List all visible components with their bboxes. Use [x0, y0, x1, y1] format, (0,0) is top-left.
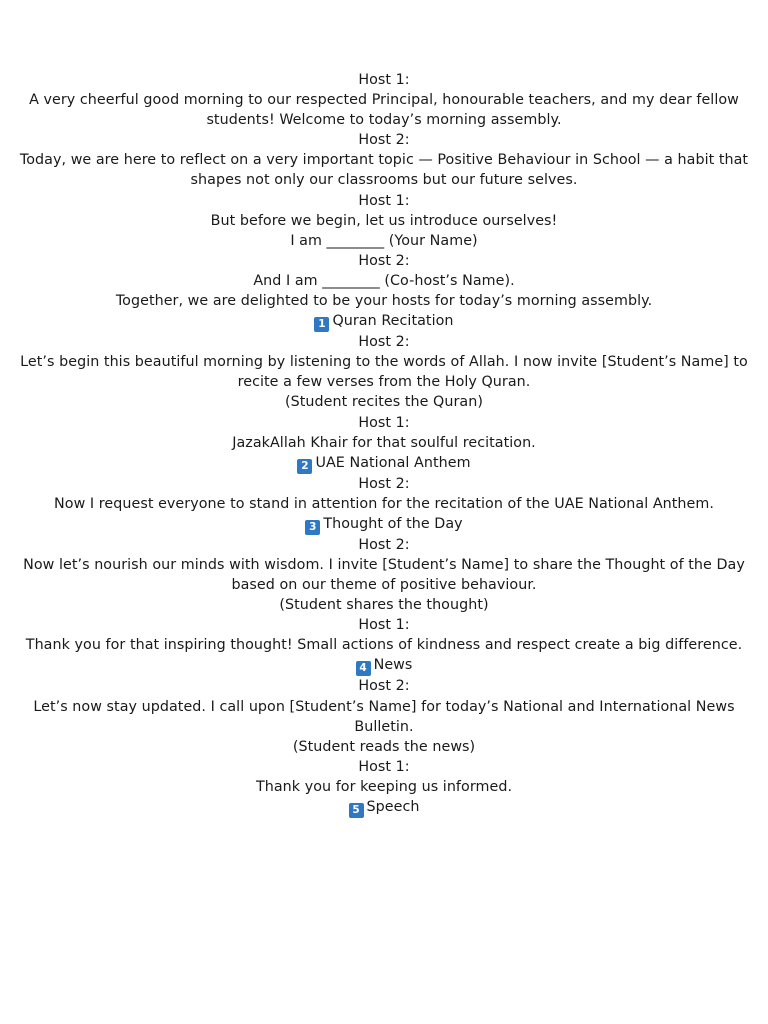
number-badge-icon: 1	[314, 317, 329, 332]
section-heading	[10, 311, 758, 332]
speaker-label: Host 2:	[358, 475, 410, 492]
section-title: UAE National Anthem	[315, 454, 471, 471]
speaker-label: Host 1:	[358, 758, 410, 775]
dialogue-line: I am ________ (Your Name)	[290, 232, 478, 249]
dialogue-line: Thank you for keeping us informed.	[255, 778, 513, 795]
section-title: News	[373, 657, 413, 674]
speaker-label: Host 1:	[358, 72, 410, 88]
dialogue-line: Let’s now stay updated. I call upon [Student’s Name] for today’s National and International News Bulletin.	[33, 698, 735, 735]
speaker-label: Host 2:	[358, 334, 410, 351]
number-badge-icon: 2	[297, 459, 312, 474]
dialogue-line: Thank you for that inspiring thought! Small actions of kindness and respect create a big difference.	[25, 637, 743, 654]
dialogue-line: But before we begin, let us introduce ourselves!	[210, 212, 558, 229]
speaker-label: Host 1:	[358, 617, 410, 634]
speaker-label: Host 2:	[358, 536, 410, 553]
assembly-script	[10, 70, 758, 818]
section-title: Thought of the Day	[323, 515, 463, 532]
section-title: Speech	[366, 799, 420, 815]
speaker-label: Host 2:	[358, 678, 410, 695]
dialogue-line: (Student reads the news)	[292, 738, 476, 755]
dialogue-line: (Student recites the Quran)	[285, 394, 483, 411]
speaker-label: Host 1:	[358, 192, 410, 209]
dialogue-line: Now let’s nourish our minds with wisdom. I invite [Student’s Name] to share the Thought of the Day based on our theme of positive behaviour.	[23, 556, 745, 594]
dialogue-line: Now I request everyone to stand in attention for the recitation of the UAE National Anthem.	[54, 495, 714, 512]
section-heading	[10, 655, 758, 676]
speaker-label: Host 2:	[358, 252, 410, 269]
number-badge-icon: 3	[305, 520, 320, 535]
section-title: Quran Recitation	[332, 313, 454, 330]
dialogue-line: Today, we are here to reflect on a very important topic — Positive Behaviour in School — a habit that shapes not only our classrooms but our future selves.	[19, 152, 749, 189]
dialogue-line: Together, we are delighted to be your hosts for today’s morning assembly.	[115, 293, 653, 310]
speaker-label: Host 1:	[358, 414, 410, 431]
section-heading	[10, 797, 758, 818]
speaker-label: Host 2:	[358, 132, 410, 149]
dialogue-line: Let’s begin this beautiful morning by listening to the words of Allah. I now invite [Student’s Name] to recite a few verses from the Holy Quran.	[20, 354, 748, 391]
section-heading	[10, 514, 758, 535]
number-badge-icon: 5	[349, 803, 364, 818]
section-heading	[10, 453, 758, 474]
number-badge-icon: 4	[356, 661, 371, 676]
dialogue-line: JazakAllah Khair for that soulful recitation.	[232, 434, 536, 451]
dialogue-line: (Student shares the thought)	[279, 597, 489, 614]
dialogue-line: And I am ________ (Co-host’s Name).	[253, 272, 515, 289]
dialogue-line: A very cheerful good morning to our respected Principal, honourable teachers, and my dear fellow students! Welcome to today’s morning assembly.	[29, 92, 739, 129]
